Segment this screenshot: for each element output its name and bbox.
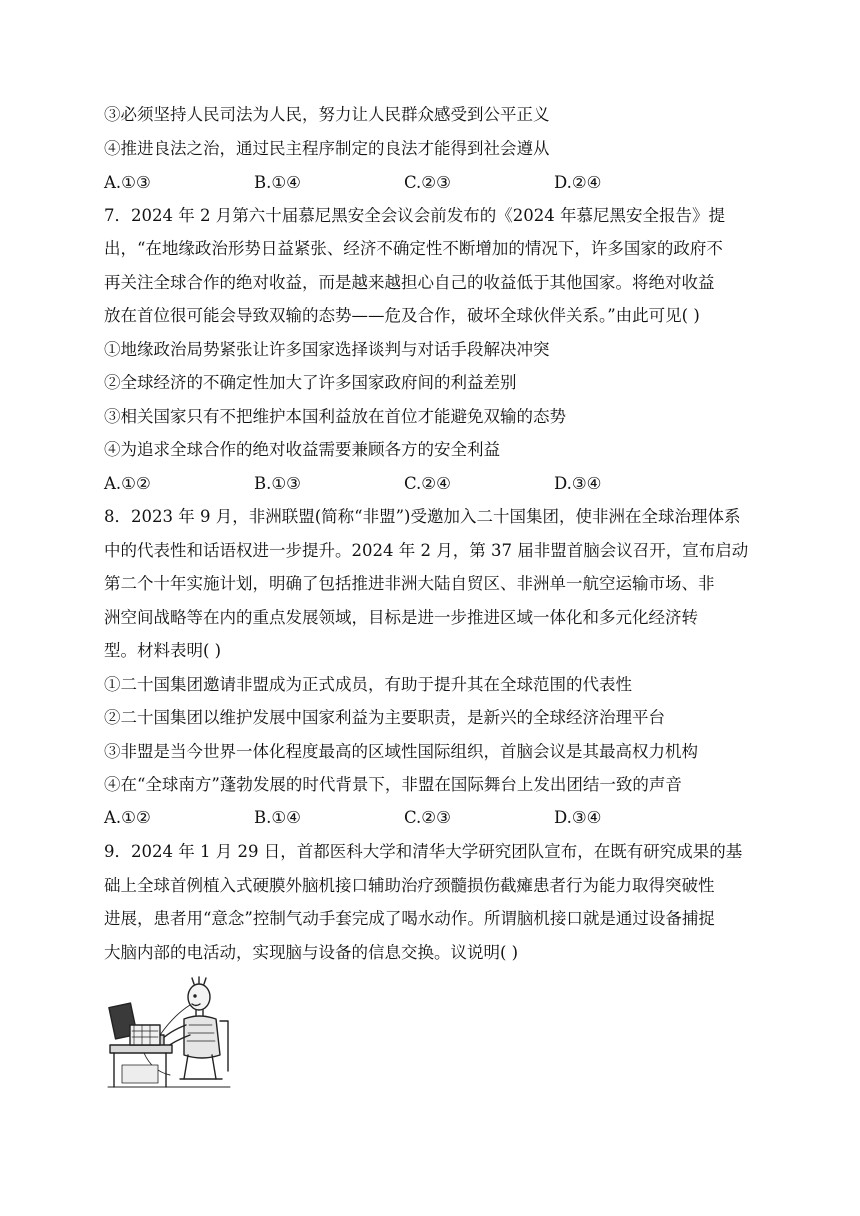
q8-stem-line-1: 8．2023 年 9 月，非洲联盟(简称“非盟”)受邀加入二十国集团，使非洲在全球治理体系 [104, 507, 741, 526]
q8-statement-4: ④在“全球南方”蓬勃发展的时代背景下，非盟在国际舞台上发出团结一致的声音 [104, 775, 682, 794]
q6-option-a[interactable]: A.①③ [104, 173, 151, 192]
q7-statement-1: ①地缘政治局势紧张让许多国家选择谈判与对话手段解决冲突 [104, 340, 550, 359]
q8-option-d[interactable]: D.③④ [554, 808, 602, 827]
q6-option-c[interactable]: C.②③ [404, 173, 451, 192]
q8-statement-2: ②二十国集团以维护发展中国家利益为主要职责，是新兴的全球经济治理平台 [104, 708, 665, 727]
q6-options [104, 172, 664, 194]
q8-options [104, 807, 664, 829]
q7-option-c[interactable]: C.②④ [404, 474, 451, 493]
q6-statement-3: ③必须坚持人民司法为人民，努力让人民群众感受到公平正义 [104, 105, 550, 124]
q7-statement-3: ③相关国家只有不把维护本国利益放在首位才能避免双输的态势 [104, 407, 566, 426]
q8-option-c[interactable]: C.②③ [404, 808, 451, 827]
q8-statement-1: ①二十国集团邀请非盟成为正式成员，有助于提升其在全球范围的代表性 [104, 675, 632, 694]
q7-statement-2: ②全球经济的不确定性加大了许多国家政府间的利益差别 [104, 373, 517, 392]
q7-stem-line-1: 7．2024 年 2 月第六十届慕尼黑安全会议会前发布的《2024 年慕尼黑安全报告》提 [104, 206, 725, 225]
q9-stem-line-4: 大脑内部的电活动，实现脑与设备的信息交换。议说明( ) [104, 943, 519, 962]
q7-option-d[interactable]: D.③④ [554, 474, 602, 493]
brain-computer-interface-cartoon [104, 975, 234, 1095]
q8-stem-line-2: 中的代表性和话语权进一步提升。2024 年 2 月，第 37 届非盟首脑会议召开，宣布启动 [104, 541, 749, 560]
q7-stem-line-3: 再关注全球合作的绝对收益，而是越来越担心自己的收益低于其他国家。将绝对收益 [104, 273, 715, 292]
q7-stem-line-4: 放在首位很可能会导致双输的态势——危及合作，破坏全球伙伴关系。”由此可见( ) [104, 306, 700, 325]
q7-option-b[interactable]: B.①③ [254, 474, 301, 493]
q7-options [104, 473, 664, 495]
q6-option-d[interactable]: D.②④ [554, 173, 602, 192]
q8-option-a[interactable]: A.①② [104, 808, 151, 827]
q7-option-a[interactable]: A.①② [104, 474, 151, 493]
q7-stem-line-2: 出，“在地缘政治形势日益紧张、经济不确定性不断增加的情况下，许多国家的政府不 [104, 239, 723, 258]
q6-statement-4: ④推进良法之治，通过民主程序制定的良法才能得到社会遵从 [104, 139, 550, 158]
q9-stem-line-3: 进展，患者用“意念”控制气动手套完成了喝水动作。所谓脑机接口就是通过设备捕捉 [104, 909, 715, 928]
q9-stem-line-1: 9．2024 年 1 月 29 日，首都医科大学和清华大学研究团队宣布，在既有研究成果的基 [104, 842, 743, 861]
q8-stem-line-3: 第二个十年实施计划，明确了包括推进非洲大陆自贸区、非洲单一航空运输市场、非 [104, 574, 715, 593]
q7-statement-4: ④为追求全球合作的绝对收益需要兼顾各方的安全利益 [104, 440, 500, 459]
q6-option-b[interactable]: B.①④ [254, 173, 301, 192]
q8-stem-line-5: 型。材料表明( ) [104, 641, 222, 660]
q8-option-b[interactable]: B.①④ [254, 808, 301, 827]
q8-stem-line-4: 洲空间战略等在内的重点发展领域，目标是进一步推进区域一体化和多元化经济转 [104, 608, 698, 627]
q9-stem-line-2: 础上全球首例植入式硬膜外脑机接口辅助治疗颈髓损伤截瘫患者行为能力取得突破性 [104, 876, 715, 895]
q8-statement-3: ③非盟是当今世界一体化程度最高的区域性国际组织，首脑会议是其最高权力机构 [104, 742, 698, 761]
